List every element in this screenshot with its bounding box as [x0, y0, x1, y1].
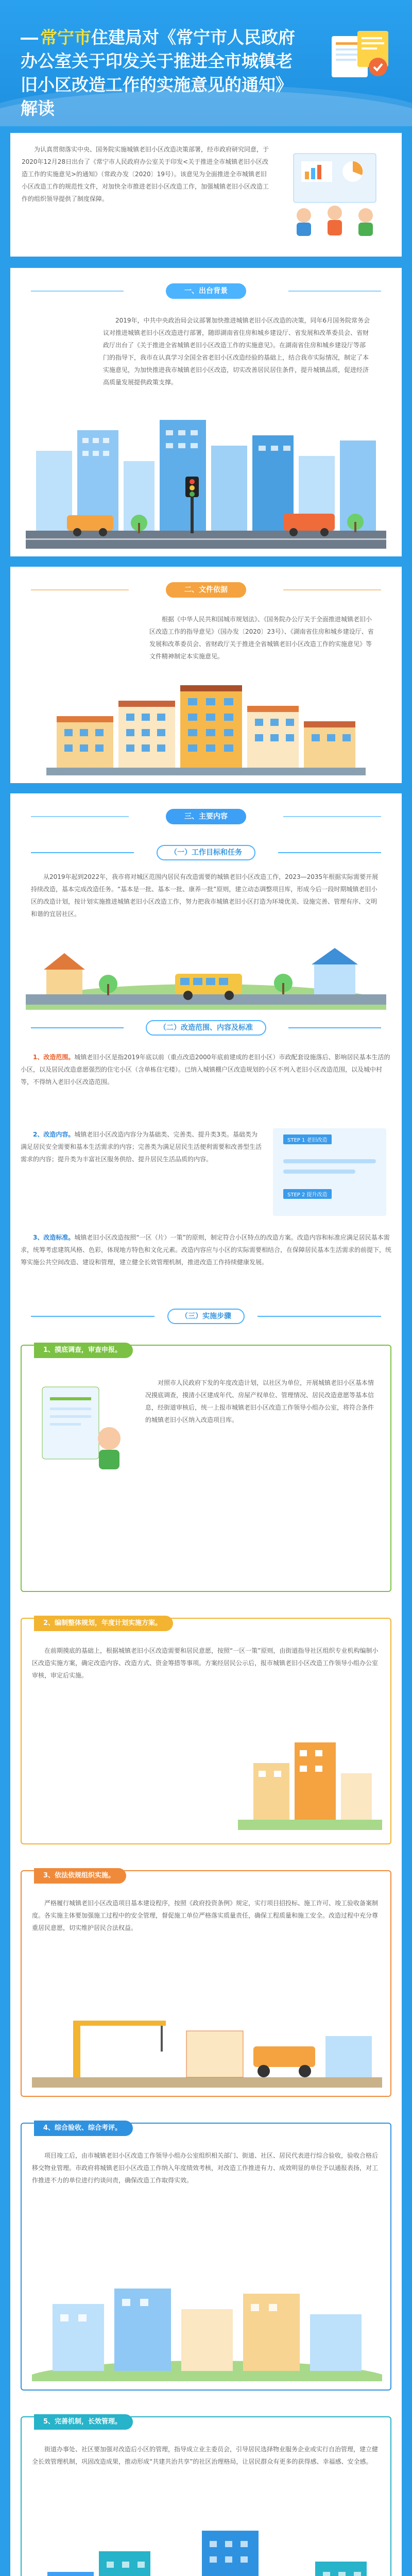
content-label: 2、改造内容。: [33, 1131, 75, 1138]
step-1-title: 1、摸底调查，审查申报。: [34, 1343, 133, 1358]
step-3-title: 3、依法依规组织实施。: [34, 1868, 126, 1884]
city-skyline-illustration-icon: [26, 399, 386, 549]
step-5-text: 街道办事处、社区要加强对改造后小区的管理，指导成立业主委员会，引导居民选择物业服务企业或实行自治管理，建立健全长效管理机制，巩固改造成果，推动形成“共建共治共享”的社区治理格局，让居民群众有更多的获得感、幸福感、安全感。: [32, 2446, 379, 2465]
progress-bar: [283, 1159, 376, 1163]
divider-line: [31, 816, 129, 817]
intro-card: [10, 133, 402, 257]
background-text-block: [103, 314, 371, 388]
scope-item-1: [21, 1051, 391, 1088]
section-title-main: 三、主要内容: [166, 809, 246, 824]
main-content-section: [10, 793, 402, 2576]
basis-section: [10, 567, 402, 783]
section-title-background: 一、出台背景: [166, 283, 246, 299]
divider-line: [288, 1027, 381, 1028]
step-5-title: 5、完善机制，长效管理。: [34, 2414, 133, 2430]
step-1-text: 对照市人民政府下发的年度改造计划，以社区为单位，开展城镇老旧小区基本情况摸底调查，摸清小区建成年代、房屋产权单位、管理情况、居民改造意愿等基本信息，经街道审核后，统一上报市城镇老旧小区改造工作领导小组办公室，将符合条件的城镇老旧小区纳入改造项目库。: [145, 1379, 374, 1423]
divider-line: [288, 291, 381, 292]
basis-text: 根据《中华人民共和国城市规划法》、《国务院办公厅关于全面推进城镇老旧小区改造工作的指导意见》（国办发〔2020〕23号）、《湖南省住房和城乡建设厅、省发展和改革委员会、省财政厅关于推进全省城镇老旧小区改造工作的实施意见》等文件精神制定本实施意见。: [149, 616, 374, 660]
step-1-text-block: [145, 1377, 377, 1426]
divider-line: [31, 852, 134, 853]
standard-text: 城镇老旧小区改造按照“一区（片）一策”的原则，制定符合小区特点的改造方案。改造内容和标准应满足居民基本需求，统筹考虑建筑风格、色彩，体现地方特色和文化元素。改造内容应与小区的实际需要相结合，在保障居民基本生活需求的前提下，统筹实施公共空间改造、建设和管理，建立健全长效管理机制，推进改造工作持续健康发展。: [21, 1234, 392, 1266]
street-bus-illustration-icon: [26, 948, 386, 1010]
step-1-card: [21, 1345, 391, 1592]
scope-item-3: [21, 1231, 391, 1268]
step-3-text-block: [32, 1897, 382, 1934]
step-2-card: [21, 1618, 391, 1844]
residential-buildings-illustration-icon: [46, 685, 366, 775]
step-3-card: [21, 1870, 391, 2097]
divider-line: [258, 1316, 381, 1317]
step-4-card: [21, 2123, 391, 2391]
title-dash-icon: [21, 38, 38, 40]
step-5-card: [21, 2416, 391, 2576]
subsection-title-goals: （一）工作目标和任务: [157, 845, 255, 860]
goals-text: 从2019年起到2022年，我市将对城区范围内居民有改造需要的城镇老旧小区改造工作，2023—2035年根据实际需要开展持续改造，基本完成改造任务。“基本是一批、基本一批、康养一批”原则，建立动态调整项目库，形成今后一段时期城镇老旧小区的改造计划，按计划实施推进城镇老旧小区改造工作，努力把我市城镇老旧小区打造为环境优美、设施完善、管理有序、文明和谐的宜居社区。: [31, 873, 379, 918]
divider-line: [283, 589, 381, 590]
background-text: 2019年，中共中央政治局会议部署加快推进城镇老旧小区改造的决策，同年6月国务院常务会议对推进城镇老旧小区改造进行部署，随即湖南省住房和城乡建设厅、省发展和改革委员会、省财政厅出台了《关于推进全省城镇老旧小区改造工作的实施意见》。在湖南省住房和城乡建设厅等部门的指导下，我市在认真学习全国全省老旧小区改造经验的基础上，结合我市实际情况，制定了本实施意见，为加快推进我市城镇老旧小区改造，切实改善居民居住条件，提升城镇品质，促进经济高质量发展提供政策支撑。: [103, 317, 370, 386]
intro-text: 为认真贯彻落实中央、国务院实施城镇老旧小区改造决策部署，经市政府研究同意，于2020年12月28日出台了《常宁市人民政府办公室关于印发<关于推进全市城镇老旧小区改造工作的实施意见>的通知》（常政办发〔2020〕19号）。该意见为全面推进全市城镇老旧小区改造工作的规范性文件，对加快全市推进老旧小区改造工作，加强城镇老旧小区改造工作的组织领导提供了制度保障。: [22, 146, 269, 202]
divider-line: [31, 1316, 154, 1317]
scope-item-2: [21, 1128, 263, 1165]
divider-line: [31, 291, 124, 292]
standard-label: 3、改造标准。: [33, 1234, 75, 1241]
step-2-text: 在前期摸底的基础上，根据城镇老旧小区改造需要和居民意愿，按照“一区一策”原则，由街道指导社区组织专业机构编制小区改造实施方案，确定改造内容、改造方式、资金筹措等事项。方案经居民公示后，报市城镇老旧小区改造工作领导小组办公室审核，审定后实施。: [32, 1647, 379, 1679]
scope-text: 城镇老旧小区是指2019年底以前（重点改造2000年底前建成的老旧小区）市政配套设施落后、影响居民基本生活的小区，以及居民改造意愿强烈的住宅小区（含单栋住宅楼）。已纳入城镇棚户区改造规划的小区不列入老旧小区改造范围，以及城中村等，不得纳入老旧小区改造范围。: [21, 1054, 390, 1086]
step-3-text: 严格履行城镇老旧小区改造项目基本建设程序，按照《政府投资条例》规定，实行项目招投标、施工许可、竣工验收备案制度。各实施主体要加强施工过程中的安全管理，督促施工单位严格落实质量责任，确保工程质量和施工安全。改造过程中充分尊重居民意愿，切实维护居民合法权益。: [32, 1900, 379, 1931]
title-rest: 住建局对《常宁市人民政府办公室关于印发关于推进全市城镇老旧小区改造工作的实施意见的通知》解读: [21, 27, 295, 118]
step-4-text-block: [32, 2149, 382, 2187]
meeting-illustration-icon: [278, 148, 391, 236]
section-title-basis: 二、文件依据: [166, 582, 246, 598]
step-4-title: 4、综合验收、综合考评。: [34, 2121, 133, 2136]
background-section: [10, 268, 402, 556]
step-4-text: 项目竣工后，由市城镇老旧小区改造工作领导小组办公室组织相关部门、街道、社区、居民代表进行综合验收，验收合格后移交物业管理。市政府将城镇老旧小区改造工作纳入年度绩效考核，对改造工作推进有力、成效明显的单位予以通报表扬，对工作推进不力的单位进行约谈问责，确保改造工作取得实效。: [32, 2152, 379, 2184]
page-title: [21, 26, 309, 121]
intro-text-block: [22, 143, 269, 205]
subsection-title-scope: （二）改造范围、内容及标准: [146, 1020, 266, 1036]
step-2-title: 2、编制整体规划，年度计划实施方案。: [34, 1616, 173, 1631]
survey-illustration-icon: [32, 1382, 135, 1469]
step-2-text-block: [32, 1645, 382, 1682]
basis-text-block: [149, 613, 376, 663]
step-tag-1: STEP 1 老旧改造: [283, 1134, 332, 1144]
construction-illustration-icon: [32, 2000, 382, 2088]
scope-label: 1、改造范围。: [33, 1054, 75, 1061]
divider-line: [283, 816, 381, 817]
step-5-text-block: [32, 2443, 382, 2468]
divider-line: [31, 1027, 124, 1028]
title-highlight: 常宁市: [40, 27, 91, 47]
step-tag-2: STEP 2 提升改造: [283, 1189, 332, 1199]
goals-text-block: [31, 871, 381, 920]
content-text: 城镇老旧小区改造内容分为基础类、完善类、提升类3类。基础类为满足居民安全需要和基本生活需求的内容；完善类为满足居民生活便利需要和改善型生活需求的内容；提升类为丰富社区服务供给、提升居民生活品质的内容。: [21, 1131, 262, 1163]
divider-line: [31, 589, 129, 590]
divider-line: [278, 852, 381, 853]
header-banner: [0, 0, 412, 126]
steps-panel: [273, 1128, 386, 1216]
residential-complex-illustration-icon: [32, 2273, 382, 2381]
document-illustration-icon: [327, 26, 393, 82]
progress-bar: [283, 1170, 355, 1174]
subsection-title-steps: （三）实施步骤: [167, 1309, 245, 1324]
city-management-illustration-icon: [32, 2520, 382, 2576]
planning-illustration-icon: [238, 1722, 382, 1830]
